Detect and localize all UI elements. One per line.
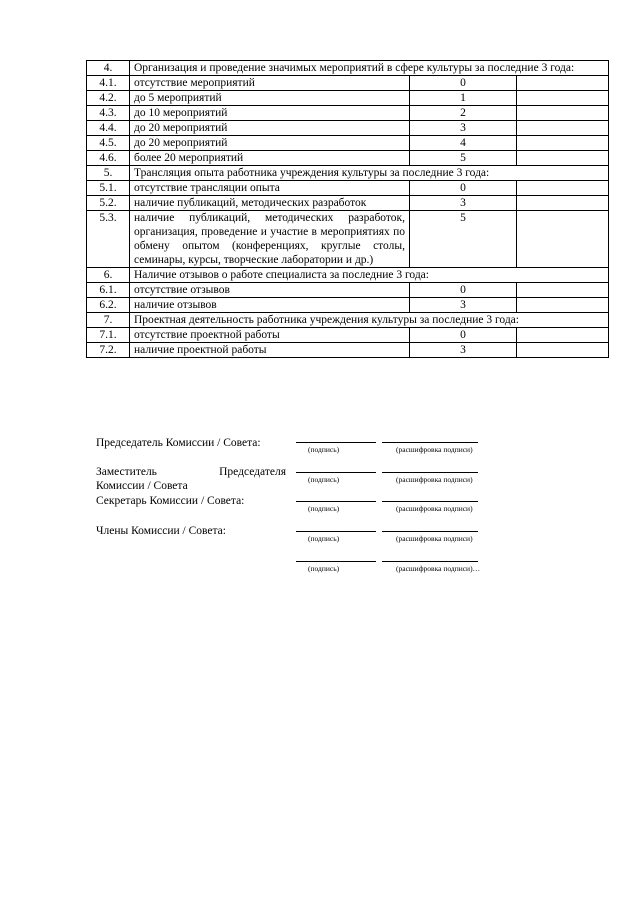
decode-caption: (расшифровка подписи) — [396, 504, 473, 513]
row-text: более 20 мероприятий — [130, 151, 410, 166]
row-empty-cell[interactable] — [517, 298, 609, 313]
section-title: Проектная деятельность работника учреждения культуры за последние 3 года: — [130, 313, 609, 328]
deputy-label-line1 — [96, 465, 286, 479]
row-score: 5 — [410, 151, 517, 166]
signature-caption: (подпись) — [308, 445, 340, 454]
decode-line[interactable] — [382, 531, 478, 532]
deputy-label — [96, 465, 286, 493]
secretary-label: Секретарь Комиссии / Совета: — [96, 495, 245, 507]
table-row — [87, 136, 609, 151]
section-title: Трансляция опыта работника учреждения культуры за последние 3 года: — [130, 166, 609, 181]
table-row — [87, 121, 609, 136]
row-empty-cell[interactable] — [517, 328, 609, 343]
row-text: до 5 мероприятий — [130, 91, 410, 106]
row-text: до 10 мероприятий — [130, 106, 410, 121]
row-empty-cell[interactable] — [517, 343, 609, 358]
section-number: 4. — [87, 61, 130, 76]
table-row — [87, 91, 609, 106]
table-row — [87, 196, 609, 211]
decode-line[interactable] — [382, 501, 478, 502]
row-empty-cell[interactable] — [517, 151, 609, 166]
row-number: 6.1. — [87, 283, 130, 298]
signature-line[interactable] — [296, 442, 376, 443]
decode-line[interactable] — [382, 472, 478, 473]
row-empty-cell[interactable] — [517, 136, 609, 151]
decode-line[interactable] — [382, 442, 478, 443]
signature-line[interactable] — [296, 472, 376, 473]
row-number: 5.2. — [87, 196, 130, 211]
row-score: 0 — [410, 328, 517, 343]
chairman-label: Председатель Комиссии / Совета: — [96, 437, 261, 449]
deputy-word-2: Председателя — [219, 466, 286, 478]
row-text: наличие проектной работы — [130, 343, 410, 358]
row-number: 7.2. — [87, 343, 130, 358]
row-number: 7.1. — [87, 328, 130, 343]
table-row — [87, 106, 609, 121]
row-text: отсутствие трансляции опыта — [130, 181, 410, 196]
section-header-row — [87, 61, 609, 76]
decode-caption: (расшифровка подписи) — [396, 445, 473, 454]
section-header-row — [87, 268, 609, 283]
row-score: 1 — [410, 91, 517, 106]
decode-caption: (расшифровка подписи) — [396, 534, 473, 543]
signature-line[interactable] — [296, 531, 376, 532]
members-label: Члены Комиссии / Совета: — [96, 525, 226, 537]
table-row — [87, 151, 609, 166]
section-number: 5. — [87, 166, 130, 181]
table-row — [87, 298, 609, 313]
signature-caption: (подпись) — [308, 534, 340, 543]
signature-caption: (подпись) — [308, 504, 340, 513]
table-row — [87, 76, 609, 91]
deputy-label-line2: Комиссии / Совета — [96, 480, 188, 492]
section-number: 6. — [87, 268, 130, 283]
row-number: 4.4. — [87, 121, 130, 136]
row-score: 5 — [410, 211, 517, 268]
row-score: 3 — [410, 298, 517, 313]
row-empty-cell[interactable] — [517, 76, 609, 91]
row-empty-cell[interactable] — [517, 196, 609, 211]
row-score: 2 — [410, 106, 517, 121]
row-score: 3 — [410, 196, 517, 211]
section-header-row — [87, 313, 609, 328]
row-number: 4.3. — [87, 106, 130, 121]
decode-caption: (расшифровка подписи)… — [396, 564, 481, 573]
row-number: 5.3. — [87, 211, 130, 268]
section-number: 7. — [87, 313, 130, 328]
row-empty-cell[interactable] — [517, 106, 609, 121]
row-number: 4.2. — [87, 91, 130, 106]
signature-line[interactable] — [296, 561, 376, 562]
row-text: отсутствие проектной работы — [130, 328, 410, 343]
table-row — [87, 343, 609, 358]
table-row — [87, 211, 609, 268]
row-number: 4.1. — [87, 76, 130, 91]
decode-caption: (расшифровка подписи) — [396, 475, 473, 484]
section-title: Организация и проведение значимых мероприятий в сфере культуры за последние 3 года: — [130, 61, 609, 76]
signature-line[interactable] — [296, 501, 376, 502]
row-text: отсутствие мероприятий — [130, 76, 410, 91]
row-score: 0 — [410, 283, 517, 298]
row-empty-cell[interactable] — [517, 91, 609, 106]
row-number: 4.6. — [87, 151, 130, 166]
row-text: наличие публикаций, методических разработок — [130, 196, 410, 211]
row-text: наличие отзывов — [130, 298, 410, 313]
row-text: наличие публикаций, методических разработок, организация, проведение и участие в мероприятиях по обмену опытом (конференциях, круглые столы, семинары, курсы, творческие лаборатории и др.) — [130, 211, 410, 268]
table-row — [87, 181, 609, 196]
row-empty-cell[interactable] — [517, 181, 609, 196]
row-score: 0 — [410, 76, 517, 91]
row-empty-cell[interactable] — [517, 283, 609, 298]
row-score: 0 — [410, 181, 517, 196]
signature-caption: (подпись) — [308, 475, 340, 484]
section-header-row — [87, 166, 609, 181]
signature-caption: (подпись) — [308, 564, 340, 573]
section-title: Наличие отзывов о работе специалиста за последние 3 года: — [130, 268, 609, 283]
table-row — [87, 328, 609, 343]
criteria-table — [86, 60, 609, 358]
row-text: до 20 мероприятий — [130, 121, 410, 136]
row-score: 3 — [410, 121, 517, 136]
row-text: отсутствие отзывов — [130, 283, 410, 298]
row-number: 4.5. — [87, 136, 130, 151]
row-score: 3 — [410, 343, 517, 358]
row-score: 4 — [410, 136, 517, 151]
deputy-word-1: Заместитель — [96, 466, 157, 478]
decode-line[interactable] — [382, 561, 478, 562]
row-empty-cell[interactable] — [517, 121, 609, 136]
row-number: 5.1. — [87, 181, 130, 196]
table-row — [87, 283, 609, 298]
row-text: до 20 мероприятий — [130, 136, 410, 151]
row-number: 6.2. — [87, 298, 130, 313]
row-empty-cell[interactable] — [517, 211, 609, 268]
